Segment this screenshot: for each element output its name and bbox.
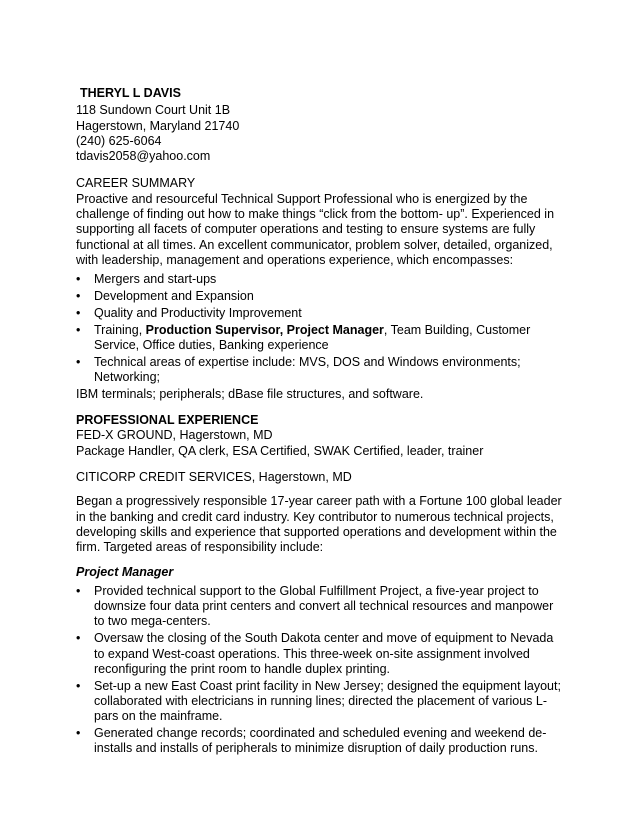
bullet-text: Mergers and start-ups [94, 272, 217, 287]
career-summary-bullets [76, 272, 566, 385]
bullet-text: Technical areas of expertise include: MVS, DOS and Windows environments; Networking; [94, 354, 521, 385]
bullet-icon: • [76, 725, 81, 740]
bullet-text: Oversaw the closing of the South Dakota center and move of equipment to Nevada to expand West-coast operations. This three-week on-site assignment involved reconfiguring the print room to handle duplex printing. [94, 631, 554, 676]
address-line-2: Hagerstown, Maryland 21740 [76, 118, 240, 133]
career-summary-paragraph: Proactive and resourceful Technical Support Professional who is energized by the challenge of finding out how to make things “click from the bottom- up”. Experienced in supporting all facets of computer operations and testing to ensure systems are fully functional at all times. An excellent communicator, problem solver, detailed, organized, with leadership, management and operations experience, which encompasses: [76, 191, 555, 267]
contact-block [76, 103, 566, 164]
list-item [76, 323, 566, 354]
candidate-name: THERYL L DAVIS [80, 86, 181, 100]
bullet-text: Set-up a new East Coast print facility in New Jersey; designed the equipment layout; collaborated with electricians in running lines; directed the placement of various L-pars on the mainframe. [94, 678, 561, 724]
list-item [76, 306, 566, 321]
bullet-icon: • [76, 305, 81, 320]
resume-page [76, 86, 566, 758]
address-line-1: 118 Sundown Court Unit 1B [76, 103, 231, 118]
bullet-icon: • [76, 678, 81, 693]
experience-section [76, 413, 566, 756]
bullet-text-pre: Training, [94, 322, 146, 337]
career-summary-heading: CAREER SUMMARY [76, 176, 196, 191]
job1-roles: Package Handler, QA clerk, ESA Certified, SWAK Certified, leader, trainer [76, 443, 484, 458]
list-item [76, 272, 566, 287]
bullet-icon: • [76, 322, 81, 337]
bullet-icon: • [76, 289, 81, 304]
bullet-icon: • [76, 272, 81, 287]
list-item [76, 584, 566, 630]
bullet-text-post: , Team Building, Customer Service, Office duties, Banking experience [94, 322, 531, 352]
bullet-icon: • [76, 583, 81, 598]
bullet-text: Provided technical support to the Global Fulfillment Project, a five-year project to downsize four data print centers and convert all technical resources and manpower to two mega-centers. [94, 583, 554, 629]
bullet-text: Quality and Productivity Improvement [94, 305, 302, 320]
bullet-text: Generated change records; coordinated and scheduled evening and weekend de-installs and installs of peripherals to minimize disruption of daily production runs. [94, 725, 547, 756]
list-item [76, 631, 566, 677]
bullet-icon: • [76, 631, 81, 646]
job1-employer: FED-X GROUND, Hagerstown, MD [76, 428, 273, 443]
job2-subheading: Project Manager [76, 564, 174, 579]
job2-paragraph: Began a progressively responsible 17-year career path with a Fortune 100 global leader in the banking and credit card industry. Key contributor to numerous technical projects, developing skills and experience that supported operations and development within the firm. Targeted areas of responsibility include: [76, 494, 562, 555]
list-item [76, 355, 566, 386]
list-item [76, 726, 566, 757]
bullet-text: Development and Expansion [94, 289, 254, 304]
list-item [76, 289, 566, 304]
job2-employer: CITICORP CREDIT SERVICES, Hagerstown, MD [76, 470, 352, 485]
bullet-icon: • [76, 354, 81, 369]
career-summary-section [76, 176, 566, 402]
experience-heading: PROFESSIONAL EXPERIENCE [76, 413, 259, 428]
career-summary-trailing-line: IBM terminals; peripherals; dBase file structures, and software. [76, 386, 424, 401]
phone-number: (240) 625-6064 [76, 133, 162, 148]
job2-bullets [76, 584, 566, 757]
bullet-text-bold: Production Supervisor, Project Manager [145, 322, 384, 337]
email-address: tdavis2058@yahoo.com [76, 149, 211, 164]
list-item [76, 679, 566, 725]
